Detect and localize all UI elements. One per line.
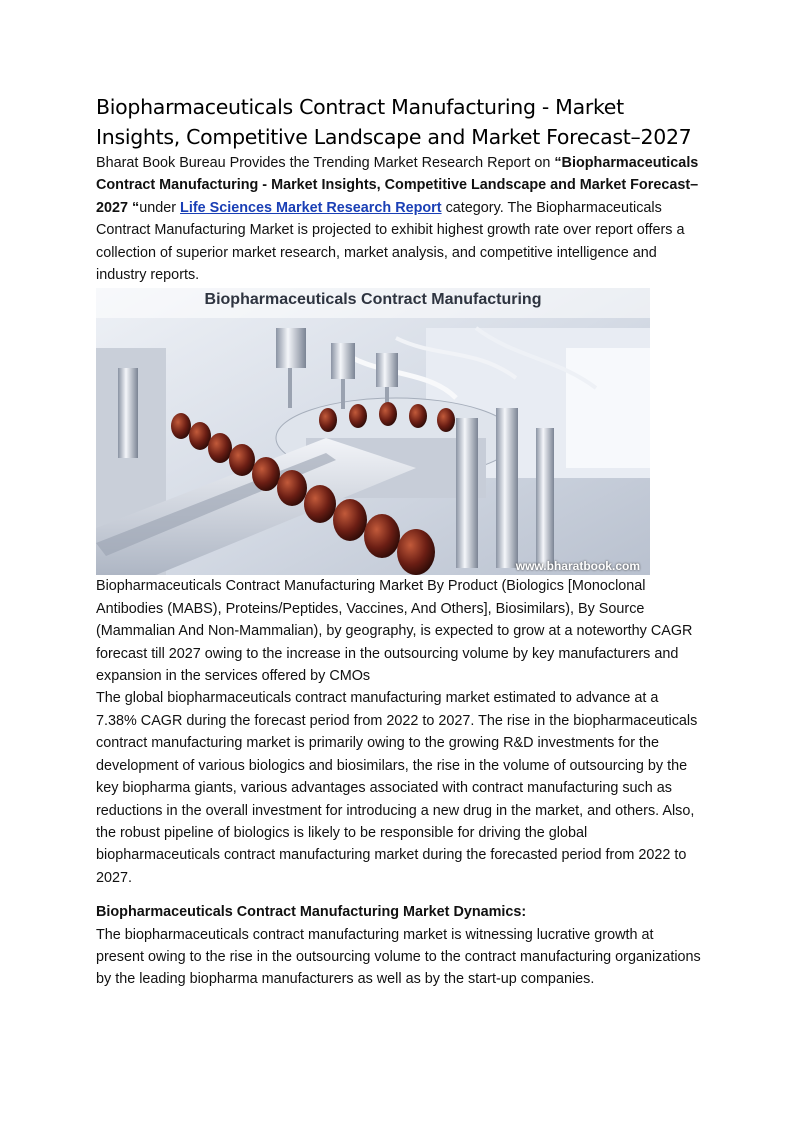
intro-paragraph bbox=[96, 152, 702, 286]
intro-rest: category. The Biopharmaceuticals Contract Manufacturing Market is projected to exhibit highest growth rate over report offers a collection of superior market research, market analysis, and competitive intelligence and industry reports. bbox=[96, 199, 685, 284]
dynamics-heading: Biopharmaceuticals Contract Manufacturing Market Dynamics: bbox=[96, 904, 527, 921]
life-sciences-report-link[interactable]: Life Sciences Market Research Report bbox=[180, 199, 442, 216]
document-title: Biopharmaceuticals Contract Manufacturing - Market Insights, Competitive Landscape and Market Forecast–2027 bbox=[96, 95, 692, 149]
dynamics-paragraph: The biopharmaceuticals contract manufacturing market is witnessing lucrative growth at present owing to the rise in the outsourcing volume to the contract manufacturing organizations by the leading biopharma manufacturers as well as by the start-up companies. bbox=[96, 926, 701, 988]
market-forecast-paragraph: The global biopharmaceuticals contract manufacturing market estimated to advance at a 7.38% CAGR during the forecast period from 2022 to 2027. The rise in the biopharmaceuticals contract manufacturing market is primarily owing to the growing R&D investments for the development of various biologics and biosimilars, the rise in the volume of outsourcing by the key biopharma giants, various advantages associated with contract manufacturing such as reductions in the overall investment for introducing a new drug in the market, and others. Also, the robust pipeline of biologics is likely to be responsible for driving the global biopharmaceuticals contract manufacturing market during the forecasted period from 2022 to 2027. bbox=[96, 690, 698, 886]
intro-lead: Bharat Book Bureau Provides the Trending Market Research Report on bbox=[96, 155, 555, 171]
market-segmentation-paragraph: Biopharmaceuticals Contract Manufacturing Market By Product (Biologics [Monoclonal Antibodies (MABS), Proteins/Peptides, Vaccines, And Others], Biosimilars), By Source (Mammalian And Non-Mammalian), by geography, is expected to grow at a noteworthy CAGR forecast till 2027 owing to the increase in the outsourcing volume by key manufacturers and expansion in the services offered by CMOs bbox=[96, 578, 693, 685]
image-watermark: www.bharatbook.com bbox=[515, 559, 640, 574]
report-title-bold: “Biopharmaceuticals Contract Manufacturing - Market Insights, Competitive Landscape and Market Forecast–2027 “ bbox=[96, 155, 699, 216]
document-page bbox=[96, 92, 702, 991]
intro-under: under bbox=[139, 199, 181, 216]
image-banner-text: Biopharmaceuticals Contract Manufacturing bbox=[204, 291, 542, 309]
manufacturing-hero-image bbox=[96, 288, 650, 575]
